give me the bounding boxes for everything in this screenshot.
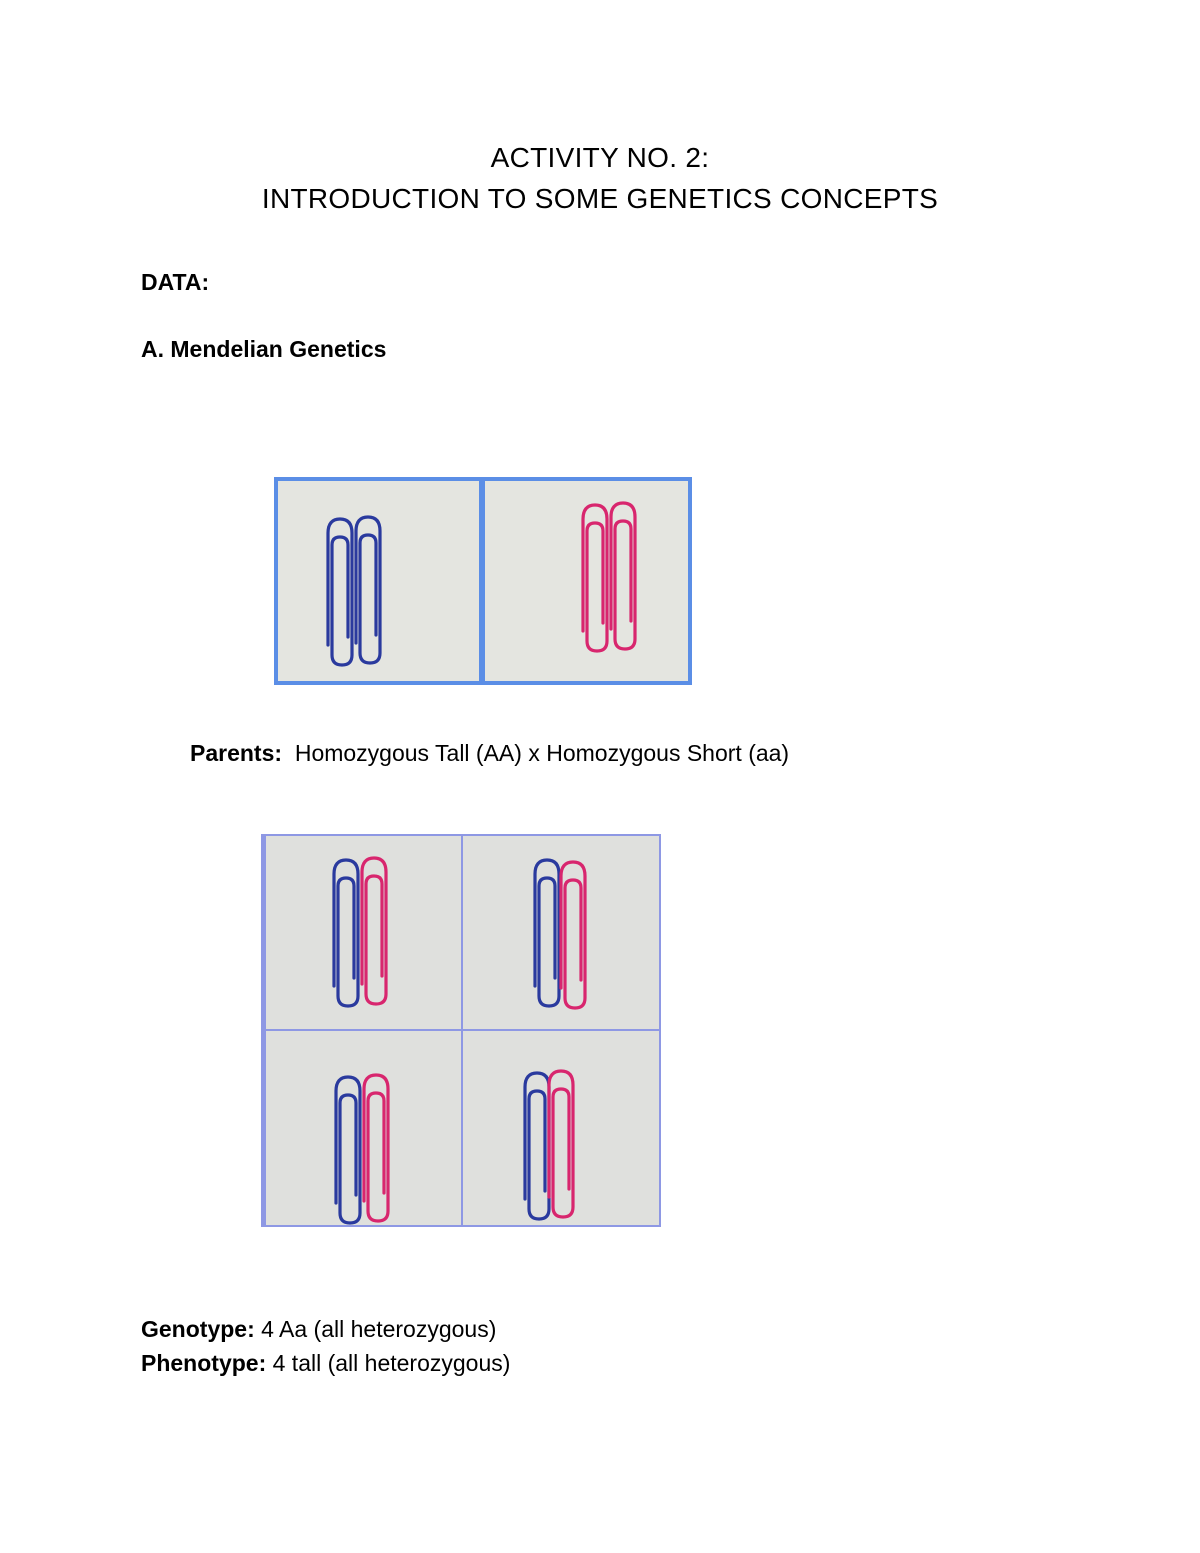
pink-paper-clip xyxy=(555,858,595,1008)
pink-paper-clip xyxy=(543,1067,583,1217)
page-title-line2: INTRODUCTION TO SOME GENETICS CONCEPTS xyxy=(261,183,939,214)
pink-paper-clip xyxy=(358,1071,398,1221)
offspring-cell-3 xyxy=(266,1031,461,1225)
pink-paper-clip xyxy=(605,499,645,649)
section-a-heading: A. Mendelian Genetics xyxy=(141,336,387,362)
blue-paper-clip xyxy=(350,513,390,663)
phenotype-text: 4 tall (all heterozygous) xyxy=(272,1350,511,1376)
pink-clips-photo xyxy=(485,481,688,681)
blue-clips-photo xyxy=(278,481,479,681)
phenotype-line xyxy=(141,1349,510,1377)
offspring-photo xyxy=(261,834,661,1227)
pink-paper-clip xyxy=(356,854,396,1004)
offspring-cell-2 xyxy=(463,836,659,1029)
parents-label: Parents: xyxy=(190,740,283,766)
offspring-cell-1 xyxy=(266,836,461,1029)
parents-text: Homozygous Tall (AA) x Homozygous Short (aa) xyxy=(294,740,790,766)
genotype-label: Genotype: xyxy=(141,1316,255,1342)
parents-line xyxy=(190,739,789,767)
parents-photo xyxy=(274,477,692,685)
phenotype-label: Phenotype: xyxy=(141,1350,267,1376)
data-heading: DATA: xyxy=(141,269,210,295)
offspring-cell-4 xyxy=(463,1031,659,1225)
genotype-line xyxy=(141,1315,496,1343)
page-title-line1: ACTIVITY NO. 2: xyxy=(490,142,710,173)
genotype-text: 4 Aa (all heterozygous) xyxy=(261,1316,497,1342)
